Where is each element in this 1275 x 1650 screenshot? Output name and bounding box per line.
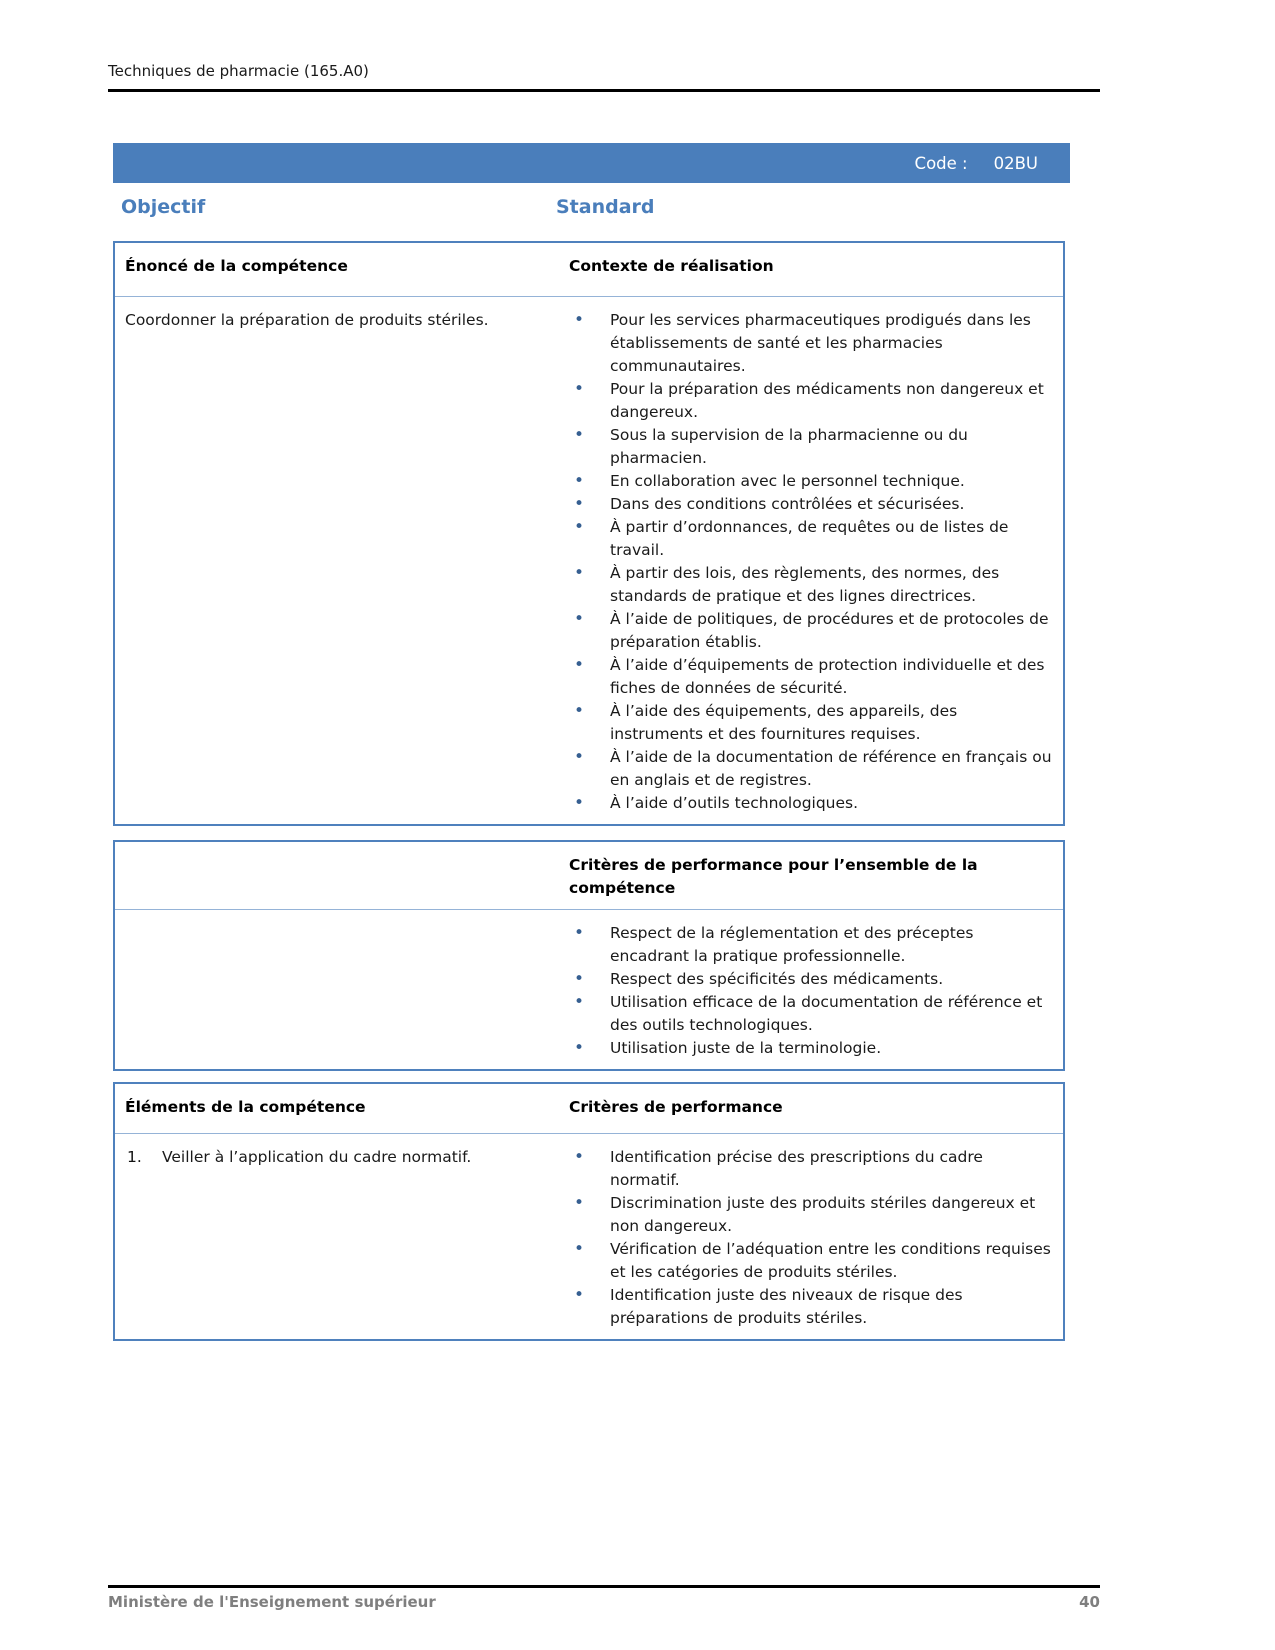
element-criteria-bullet: • Identification précise des prescriptions du cadre normatif. [558, 1146, 1053, 1192]
table1-context-cell [558, 297, 1063, 824]
heading-objectif: Objectif [121, 196, 206, 218]
global-criteria-bullet: • Respect des spécificités des médicaments. [558, 968, 1053, 991]
context-bullet: • Dans des conditions contrôlées et sécurisées. [558, 493, 1053, 516]
global-criteria-bullet: • Utilisation juste de la terminologie. [558, 1037, 1053, 1060]
context-bullet: • À l’aide d’équipements de protection individuelle et des fiches de données de sécurité. [558, 654, 1053, 700]
table3-left-header: Éléments de la compétence [125, 1098, 366, 1116]
running-header [108, 62, 1100, 92]
element-criteria-bullet: • Vérification de l’adéquation entre les conditions requises et les catégories de produits stériles. [558, 1238, 1053, 1284]
context-bullet: • À partir des lois, des règlements, des normes, des standards de pratique et des lignes directrices. [558, 562, 1053, 608]
footer-page-number: 40 [1079, 1593, 1100, 1611]
table2-empty-cell [115, 910, 558, 1069]
table2-right-header: Critères de performance pour l’ensemble de la compétence [569, 856, 978, 897]
global-criteria-bullet: • Utilisation efficace de la documentation de référence et des outils technologiques. [558, 991, 1053, 1037]
global-criteria-bullet: • Respect de la réglementation et des préceptes encadrant la pratique professionnelle. [558, 922, 1053, 968]
table2-right-header-cell [558, 842, 1063, 909]
element-criteria-bullet: • Identification juste des niveaux de risque des préparations de produits stériles. [558, 1284, 1053, 1330]
table1-left-header-cell [115, 243, 558, 296]
context-bullet: • À l’aide d’outils technologiques. [558, 792, 1053, 815]
code-label: Code : [914, 153, 968, 173]
element-criteria-bullet-list [558, 1146, 1053, 1330]
context-bullet: • Pour la préparation des médicaments non dangereux et dangereux. [558, 378, 1053, 424]
element-number: 1. [127, 1148, 142, 1166]
table1-right-header-cell [558, 243, 1063, 296]
context-bullet: • À l’aide de politiques, de procédures et de protocoles de préparation établis. [558, 608, 1053, 654]
footer-ministry: Ministère de l'Enseignement supérieur [108, 1593, 436, 1611]
global-criteria-table [113, 840, 1065, 1071]
page-footer [108, 1585, 1100, 1611]
table3-element-cell [115, 1134, 558, 1339]
table3-criteria-cell [558, 1134, 1063, 1339]
element-text: Veiller à l’application du cadre normatif. [162, 1148, 472, 1166]
table3-left-header-cell [115, 1084, 558, 1133]
element-item [127, 1146, 548, 1169]
table3-right-header: Critères de performance [569, 1098, 783, 1116]
table1-right-header: Contexte de réalisation [569, 257, 774, 275]
table1-header-row [115, 243, 1063, 297]
table1-body-row [115, 297, 1063, 824]
section-headings [113, 196, 1065, 224]
global-criteria-bullet-list [558, 922, 1053, 1060]
table3-body-row [115, 1134, 1063, 1339]
table2-header-row [115, 842, 1063, 910]
table2-body-row [115, 910, 1063, 1069]
table1-statement-cell [115, 297, 558, 824]
table3-header-row [115, 1084, 1063, 1134]
context-bullet: • Sous la supervision de la pharmacienne ou du pharmacien. [558, 424, 1053, 470]
context-bullet: • Pour les services pharmaceutiques prodigués dans les établissements de santé et les pharmacies communautaires. [558, 309, 1053, 378]
context-bullet: • À l’aide de la documentation de référence en français ou en anglais et de registres. [558, 746, 1053, 792]
context-bullet: • En collaboration avec le personnel technique. [558, 470, 1053, 493]
code-banner [113, 143, 1070, 183]
table2-left-header-cell [115, 842, 558, 909]
context-bullet: • À partir d’ordonnances, de requêtes ou de listes de travail. [558, 516, 1053, 562]
context-bullet-list [558, 309, 1053, 815]
context-bullet: • À l’aide des équipements, des appareils, des instruments et des fournitures requises. [558, 700, 1053, 746]
element-criteria-bullet: • Discrimination juste des produits stériles dangereux et non dangereux. [558, 1192, 1053, 1238]
elements-criteria-table [113, 1082, 1065, 1341]
table2-criteria-cell [558, 910, 1063, 1069]
competence-statement: Coordonner la préparation de produits stériles. [125, 311, 489, 329]
table1-left-header: Énoncé de la compétence [125, 257, 348, 275]
competence-context-table [113, 241, 1065, 826]
running-header-title: Techniques de pharmacie (165.A0) [108, 62, 369, 80]
heading-standard: Standard [556, 196, 655, 218]
code-value: 02BU [993, 153, 1038, 173]
table3-right-header-cell [558, 1084, 1063, 1133]
